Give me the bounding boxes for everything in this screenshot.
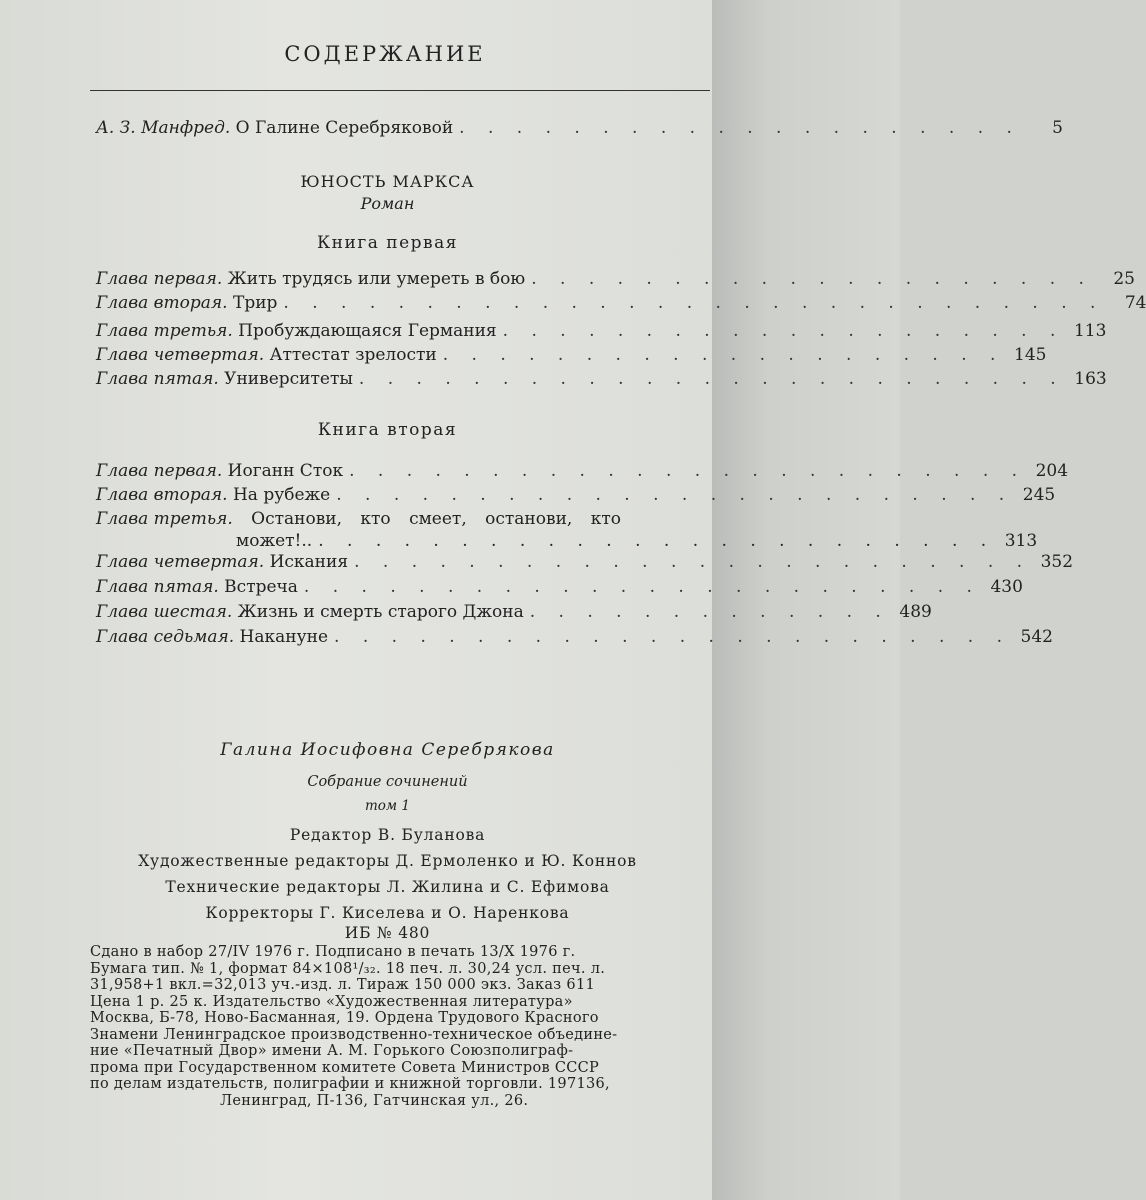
imprint-editor: Редактор В. Буланова [289, 826, 486, 844]
chapter-title-word: кто [360, 509, 391, 529]
imprint-line: ние «Печатный Двор» имени А. М. Горького Союзполиграф- [90, 1043, 574, 1059]
leader-dots: . . . . . . . . . . . . . . . . . . . . . . . . [303, 577, 981, 597]
toc-row-chapter[interactable] [96, 600, 932, 624]
chapter-number: Глава вторая. [96, 293, 228, 313]
chapter-number: Глава третья. [96, 321, 233, 341]
chapter-number: Глава третья. [96, 509, 233, 529]
page-number: 245 [1022, 485, 1056, 505]
chapter-number: Глава пятая. [96, 577, 219, 597]
imprint-art-editors: Художественные редакторы Д. Ермоленко и Ю. Коннов [138, 852, 637, 870]
contents-heading: СОДЕРЖАНИЕ [284, 42, 486, 66]
chapter-title: Искания [264, 552, 349, 572]
leader-dots: . . . . . . . . . . . . . . . . . . . . [459, 118, 1021, 138]
leader-dots: . . . . . . . . . . . . . [529, 602, 890, 622]
imprint-volume: том 1 [364, 798, 410, 814]
chapter-number: Глава четвертая. [96, 552, 265, 572]
leader-dots: . . . . . . . . . . . . . . . . . . . . . . . . . [358, 369, 1065, 389]
toc-row-chapter[interactable] [96, 459, 1069, 483]
chapter-number: Глава первая. [96, 461, 223, 481]
chapter-title: Жизнь и смерть старого Джона [232, 602, 524, 622]
page-number: 145 [1014, 345, 1047, 365]
page-number: 25 [1113, 269, 1135, 289]
page-number: 542 [1020, 627, 1053, 647]
page-number: 5 [1052, 118, 1063, 138]
imprint-line: 31,958+1 вкл.=32,013 уч.-изд. л. Тираж 150 000 экз. Заказ 611 [90, 977, 596, 993]
chapter-number: Глава шестая. [96, 602, 233, 622]
leader-dots: . . . . . . . . . . . . . . . . . . . . . . . . [318, 531, 996, 551]
page-number: 313 [1004, 531, 1038, 551]
chapter-title: Трир [227, 293, 278, 313]
chapter-title-word: Останови, [251, 509, 343, 529]
chapter-number: Глава четвертая. [96, 345, 265, 365]
imprint-correctors: Корректоры Г. Киселева и О. Наренкова [205, 904, 570, 922]
leader-dots: . . . . . . . . . . . . . . . . . . . . [502, 321, 1065, 341]
chapter-title: Иоганн Сток [222, 461, 344, 481]
toc-row-chapter[interactable] [96, 575, 1023, 599]
chapter-title: Встреча [218, 577, 298, 597]
leader-dots: . . . . . . . . . . . . . . . . . . . . . . . . . . . . . [283, 293, 1105, 313]
toc-row-chapter[interactable] [96, 291, 1146, 315]
book2-title: Книга вторая [317, 420, 458, 440]
novel-title: ЮНОСТЬ МАРКСА [300, 172, 475, 191]
page-number: 113 [1073, 321, 1107, 341]
toc-row-chapter[interactable] [96, 483, 1056, 507]
chapter-number: Глава вторая. [96, 485, 228, 505]
imprint-line: Ленинград, П-136, Гатчинская ул., 26. [220, 1092, 529, 1109]
leader-dots: . . . . . . . . . . . . . . . . . . . . [442, 345, 1005, 365]
imprint-ib-number: ИБ № 480 [344, 924, 431, 942]
chapter-title: Накануне [234, 627, 329, 647]
imprint-author: Галина Иосифовна Серебрякова [220, 740, 555, 760]
chapter-number: Глава пятая. [96, 369, 219, 389]
imprint-details [90, 944, 710, 1109]
imprint-line: Цена 1 р. 25 к. Издательство «Художественная литература» [90, 993, 573, 1010]
page-number: 74 [1124, 293, 1146, 313]
chapter-title-continued: может!.. [236, 531, 313, 551]
page-number: 489 [899, 602, 932, 622]
chapter-title-word: кто [590, 509, 621, 529]
chapter-title: Жить трудясь или умереть в бою [222, 269, 526, 289]
preface-author: А. З. Манфред. [96, 118, 231, 138]
toc-row-chapter[interactable] [96, 508, 1038, 552]
leader-dots: . . . . . . . . . . . . . . . . . . . . [531, 269, 1093, 289]
imprint-line: Знамени Ленинградское производственно-техническое объедине- [90, 1026, 618, 1043]
page-number: 204 [1035, 461, 1069, 481]
page-number: 430 [990, 577, 1023, 597]
imprint-line: по делам издательств, полиграфии и книжной торговли. 197136, [90, 1076, 610, 1092]
leader-dots: . . . . . . . . . . . . . . . . . . . . . . . . [334, 627, 1011, 647]
chapter-title-word: останови, [485, 509, 573, 529]
toc-row-chapter[interactable] [96, 367, 1107, 391]
toc-row-chapter[interactable] [96, 319, 1107, 343]
imprint-tech-editors: Технические редакторы Л. Жилина и С. Ефимова [165, 878, 610, 896]
imprint-line: Москва, Б-78, Ново-Басманная, 19. Ордена Трудового Красного [90, 1010, 599, 1026]
chapter-title: На рубеже [227, 485, 331, 505]
toc-row-chapter[interactable] [96, 625, 1053, 649]
chapter-number: Глава первая. [96, 269, 223, 289]
toc-row-chapter[interactable] [96, 267, 1135, 291]
imprint-line: прома при Государственном комитете Совета Министров СССР [90, 1059, 600, 1076]
leader-dots: . . . . . . . . . . . . . . . . . . . . . . . . [349, 461, 1027, 481]
leader-dots: . . . . . . . . . . . . . . . . . . . . . . . . [336, 485, 1014, 505]
page-number: 352 [1040, 552, 1074, 572]
leader-dots: . . . . . . . . . . . . . . . . . . . . . . . . [354, 552, 1032, 572]
preface-title: О Галине Серебряковой [230, 118, 454, 138]
chapter-number: Глава седьмая. [96, 627, 235, 647]
page-number: 163 [1074, 369, 1107, 389]
book1-title: Книга первая [317, 233, 458, 253]
toc-row-preface[interactable] [96, 116, 1063, 140]
imprint-line: Сдано в набор 27/IV 1976 г. Подписано в печать 13/Х 1976 г. [90, 944, 576, 960]
chapter-title: Аттестат зрелости [264, 345, 437, 365]
chapter-title-word: смеет, [409, 509, 467, 529]
toc-row-chapter[interactable] [96, 550, 1074, 574]
chapter-title: Пробуждающаяся Германия [232, 321, 497, 341]
imprint-line: Бумага тип. № 1, формат 84×108¹/₃₂. 18 печ. л. 30,24 усл. печ. л. [90, 960, 606, 977]
toc-row-chapter[interactable] [96, 343, 1047, 367]
heading-rule [90, 90, 710, 91]
novel-subtitle: Роман [360, 194, 415, 213]
chapter-title: Университеты [218, 369, 353, 389]
imprint-series: Собрание сочинений [307, 774, 468, 790]
